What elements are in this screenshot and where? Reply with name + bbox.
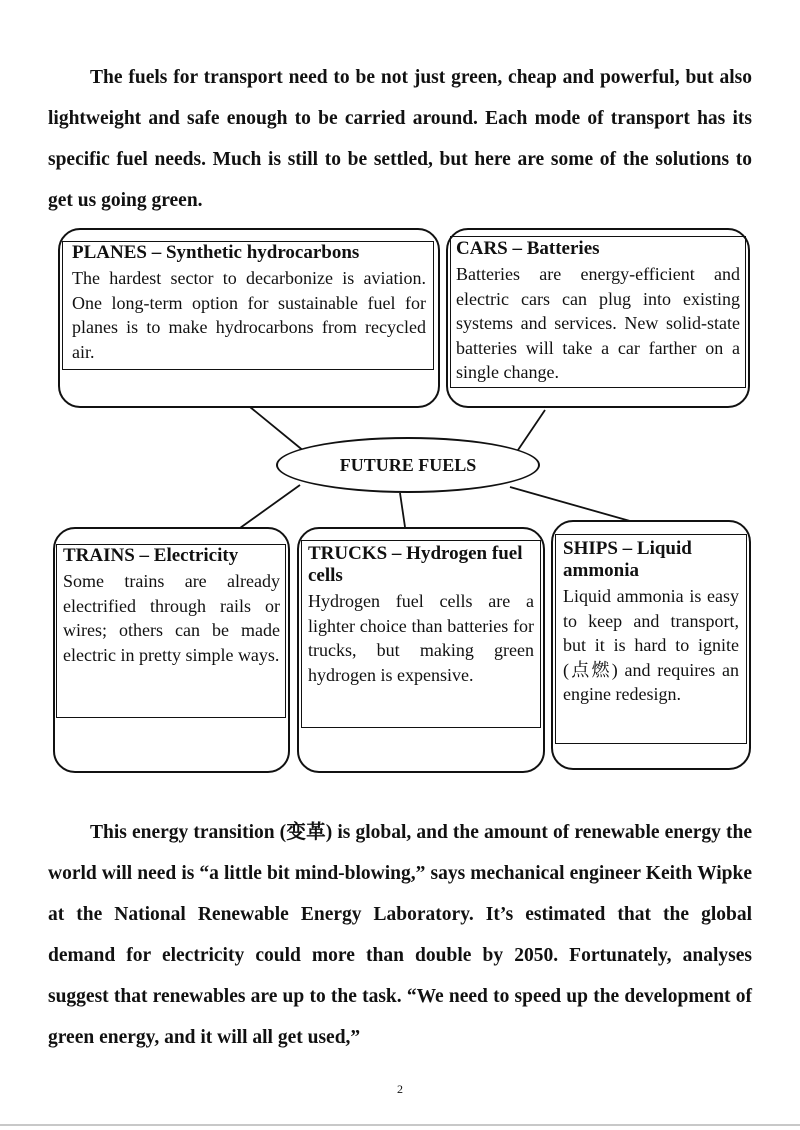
trains-title: TRAINS – Electricity xyxy=(63,545,239,566)
connector-ships xyxy=(510,487,630,521)
cars-text-frame xyxy=(450,236,746,388)
trains-body: Some trains are already electrified through rails or wires; others can be made electric in pretty simple ways. xyxy=(63,571,280,665)
future-fuels-hub xyxy=(276,437,540,493)
planes-title: PLANES – Synthetic hydrocarbons xyxy=(72,242,360,263)
ships-text-frame xyxy=(555,534,747,744)
trucks-title: TRUCKS – Hydrogen fuel cells xyxy=(308,543,523,586)
cars-body: Batteries are energy-efficient and electric cars can plug into existing systems and services. New solid-state batteries will take a car farther on a single change. xyxy=(456,264,740,382)
ships-title: SHIPS – Liquid ammonia xyxy=(563,538,692,581)
connector-planes xyxy=(250,407,305,452)
connector-trucks xyxy=(400,493,405,527)
hub-label: FUTURE FUELS xyxy=(339,454,477,475)
planes-text-frame xyxy=(62,241,434,370)
page-bottom-edge xyxy=(0,1124,800,1126)
trains-text-frame xyxy=(56,544,286,718)
planes-body: The hardest sector to decarbonize is aviation. One long-term option for sustainable fuel for planes is to make hydrocarbons from recycled air. xyxy=(72,268,426,362)
trucks-text-frame xyxy=(301,540,541,728)
closing-paragraph xyxy=(48,812,752,1058)
intro-paragraph-text: The fuels for transport need to be not just green, cheap and powerful, but also lightweight and safe enough to be carried around. Each mode of transport has its specific fuel needs. Much is still to be settled, but here are some of the solutions to get us going green. xyxy=(48,67,752,211)
connector-trains xyxy=(240,485,300,528)
trucks-body: Hydrogen fuel cells are a lighter choice than batteries for trucks, but making green hydrogen is expensive. xyxy=(308,591,534,685)
connector-cars xyxy=(518,410,545,450)
ships-body: Liquid ammonia is easy to keep and transport, but it is hard to ignite (点燃) and requires an engine redesign. xyxy=(563,586,739,704)
page-number: 2 xyxy=(397,1082,403,1096)
cars-title: CARS – Batteries xyxy=(456,238,600,259)
closing-paragraph-text: This energy transition (变革) is global, and the amount of renewable energy the world will need is “a little bit mind-blowing,” says mechanical engineer Keith Wipke at the National Renewable Energy Laboratory. It’s estimated that the global demand for electricity could more than double by 2050. Fortunately, analyses suggest that renewables are up to the task. “We need to speed up the development of green energy, and it will all get used,” xyxy=(48,822,752,1048)
